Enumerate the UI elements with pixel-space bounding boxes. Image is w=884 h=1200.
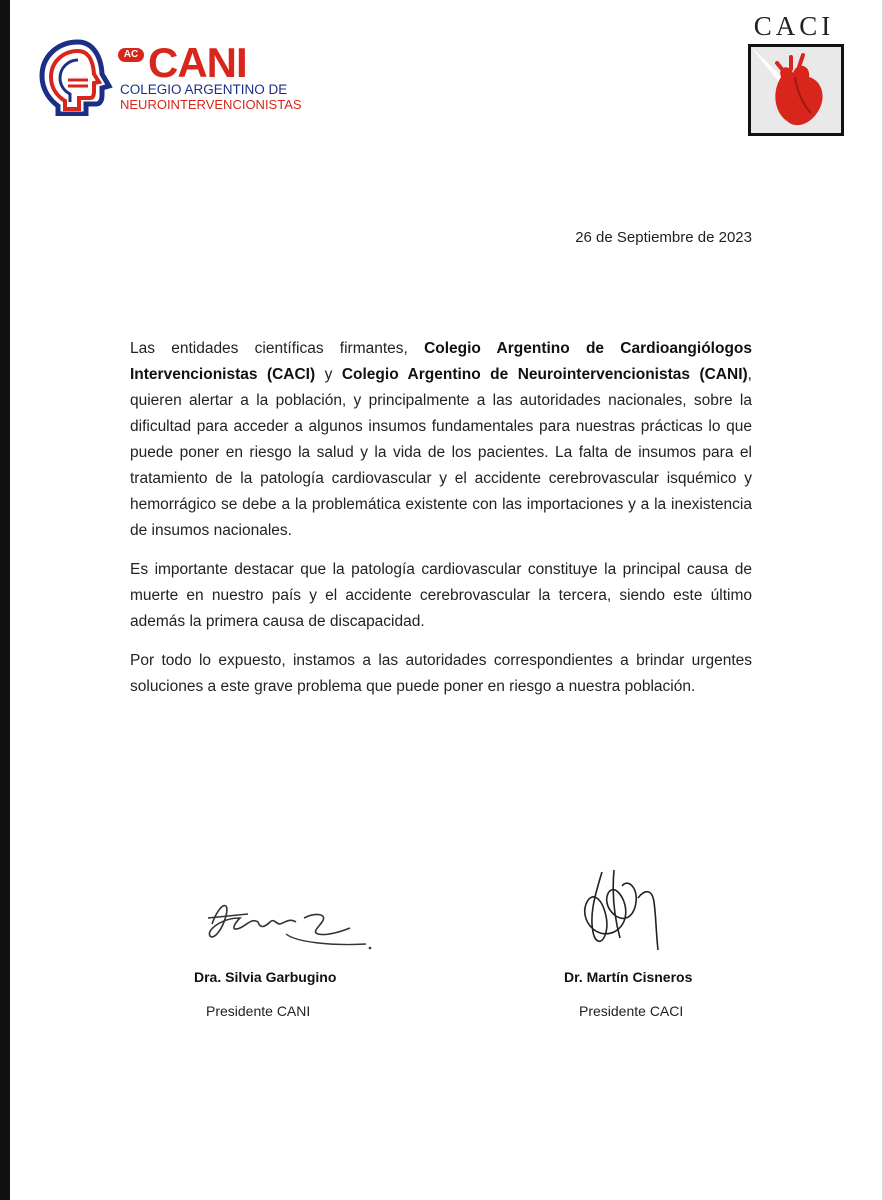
caci-logo xyxy=(746,12,842,134)
signature-garbugino xyxy=(200,888,376,960)
paragraph-3: Por todo lo expuesto, instamos a las autoridades correspondientes a brindar urgentes soluciones a este grave problema que puede poner en riesgo a nuestra población. xyxy=(130,652,752,695)
signatory-role-2: Presidente CACI xyxy=(579,1003,684,1019)
heart-icon xyxy=(751,47,841,133)
cani-name: CANI xyxy=(148,39,247,86)
signatory-name-2: Dr. Martín Cisneros xyxy=(564,969,693,985)
cani-badge: AC xyxy=(118,48,144,62)
p1-text-2: y xyxy=(315,366,342,383)
caci-title: CACI xyxy=(753,11,835,41)
cani-subtitle-line1: COLEGIO ARGENTINO DE xyxy=(120,82,288,97)
signature-cisneros xyxy=(570,862,674,960)
page-edge xyxy=(0,0,10,1200)
cani-logo xyxy=(38,38,302,118)
signatory-role-1: Presidente CANI xyxy=(206,1003,311,1019)
signatory-name-1: Dra. Silvia Garbugino xyxy=(194,969,337,985)
caci-box xyxy=(748,44,844,136)
letter-date: 26 de Septiembre de 2023 xyxy=(575,229,752,246)
paragraph-2: Es importante destacar que la patología cardiovascular constituye la principal causa de muerte en nuestro país y el accidente cerebrovascular la tercera, siendo este último además la primera causa de discapacidad. xyxy=(130,561,752,630)
letter-body xyxy=(130,336,752,713)
p1-text-1: Las entidades científicas firmantes, xyxy=(130,340,425,357)
cani-subtitle-line2: NEUROINTERVENCIONISTAS xyxy=(120,97,302,112)
p1-caci-name: Colegio Argentino de Cardioangiólogos Intervencionistas (CACI) xyxy=(130,340,753,383)
p1-cani-name: Colegio Argentino de Neurointervencionistas (CANI) xyxy=(341,366,748,383)
p1-text-3: , quieren alertar a la población, y principalmente a las autoridades nacionales, sobre la dificultad para acceder a algunos insumos fundamentales para nuestras prácticas lo que puede poner en riesgo la salud y la vida de los pacientes. La falta de insumos para el tratamiento de la patología cardiovascular y el accidente cerebrovascular isquémico y hemorrágico se debe a la problemática existente con las importaciones y a la inexistencia de insumos nacionales. xyxy=(130,366,752,539)
paragraph-1 xyxy=(130,336,752,544)
cani-head-icon xyxy=(38,38,118,116)
